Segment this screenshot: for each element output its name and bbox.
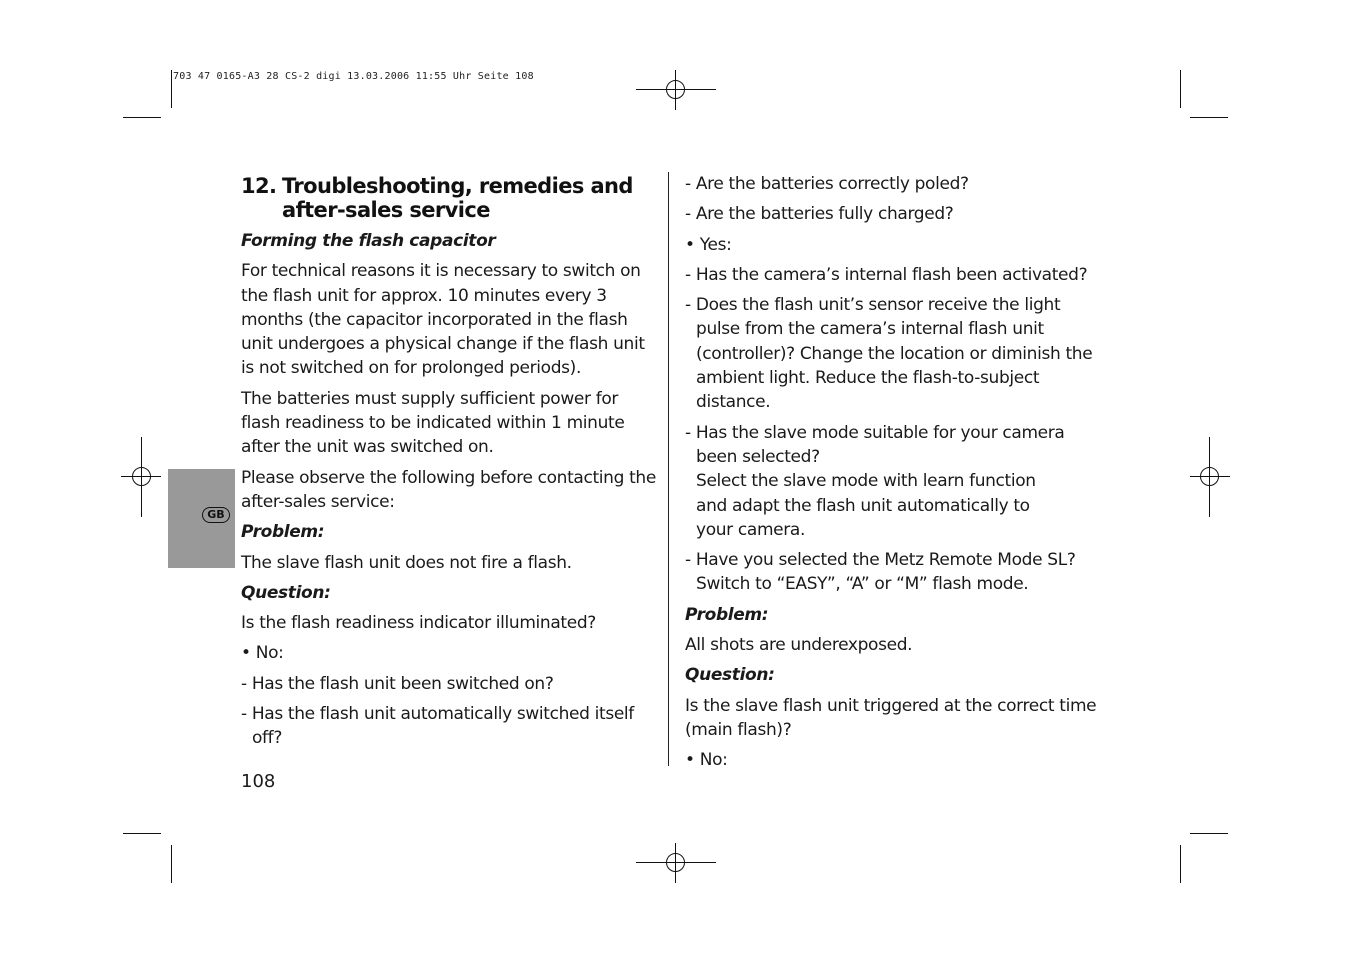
- paragraph-2: The batteries must supply sufficient power for flash readiness to be indicated within 1 minute after the unit was switched on.: [241, 388, 625, 458]
- section-heading: [241, 174, 659, 222]
- no-label: • No:: [241, 643, 284, 664]
- checklist-item: - Has the slave mode suitable for your camera been selected?: [685, 422, 1065, 467]
- heading-line-1: Troubleshooting, remedies and: [282, 174, 633, 198]
- column-divider: [668, 172, 669, 766]
- checklist-item: - Has the flash unit been switched on?: [241, 673, 554, 694]
- checklist-item: - Has the camera’s internal flash been activated?: [685, 264, 1088, 285]
- no-label: • No:: [685, 750, 728, 771]
- problem-text: The slave flash unit does not fire a flash.: [241, 552, 572, 573]
- language-tab-label: GB: [202, 507, 230, 523]
- question-text: Is the flash readiness indicator illuminated?: [241, 613, 596, 634]
- registration-mark-left-icon: [121, 437, 161, 517]
- yes-label: • Yes:: [685, 234, 732, 255]
- subheading: Forming the flash capacitor: [241, 231, 496, 251]
- checklist-item-remedy: Select the slave mode with learn function and adapt the flash unit automatically to your camera.: [696, 471, 1036, 540]
- registration-mark-bottom-icon: [636, 843, 716, 883]
- language-tab: [168, 469, 235, 568]
- registration-mark-top-icon: [636, 70, 716, 110]
- question-label: Question:: [241, 582, 331, 603]
- problem-label: Problem:: [685, 604, 769, 625]
- page-number: 108: [241, 771, 276, 792]
- paragraph-1: For technical reasons it is necessary to switch on the flash unit for approx. 10 minutes every 3 months (the capacitor incorporated in the flash unit undergoes a physical change if the flash unit is not switched on for prolonged periods).: [241, 261, 645, 379]
- checklist-item: - Are the batteries fully charged?: [685, 204, 954, 225]
- paragraph-3: Please observe the following before contacting the after-sales service:: [241, 467, 656, 512]
- question-text: Is the slave flash unit triggered at the correct time (main flash)?: [685, 695, 1097, 740]
- heading-line-2: after-sales service: [282, 198, 490, 222]
- checklist-item: - Does the flash unit’s sensor receive the light pulse from the camera’s internal flash unit (controller)? Change the location or diminish the ambient light. Reduce the flash-to-subject distance.: [685, 295, 1093, 413]
- section-number: 12.: [241, 174, 277, 198]
- question-label: Question:: [685, 665, 775, 686]
- left-column: [241, 174, 659, 751]
- checklist-item: - Are the batteries correctly poled?: [685, 174, 969, 194]
- registration-mark-right-icon: [1190, 437, 1230, 517]
- print-slug-line: 703 47 0165-A3 28 CS-2 digi 13.03.2006 11:55 Uhr Seite 108: [173, 71, 534, 82]
- problem-text: All shots are underexposed.: [685, 635, 913, 656]
- problem-label: Problem:: [241, 522, 325, 543]
- right-column: [685, 172, 1097, 773]
- checklist-item: - Have you selected the Metz Remote Mode SL? Switch to “EASY”, “A” or “M” flash mode.: [685, 550, 1076, 595]
- checklist-item: - Has the flash unit automatically switched itself off?: [241, 704, 634, 749]
